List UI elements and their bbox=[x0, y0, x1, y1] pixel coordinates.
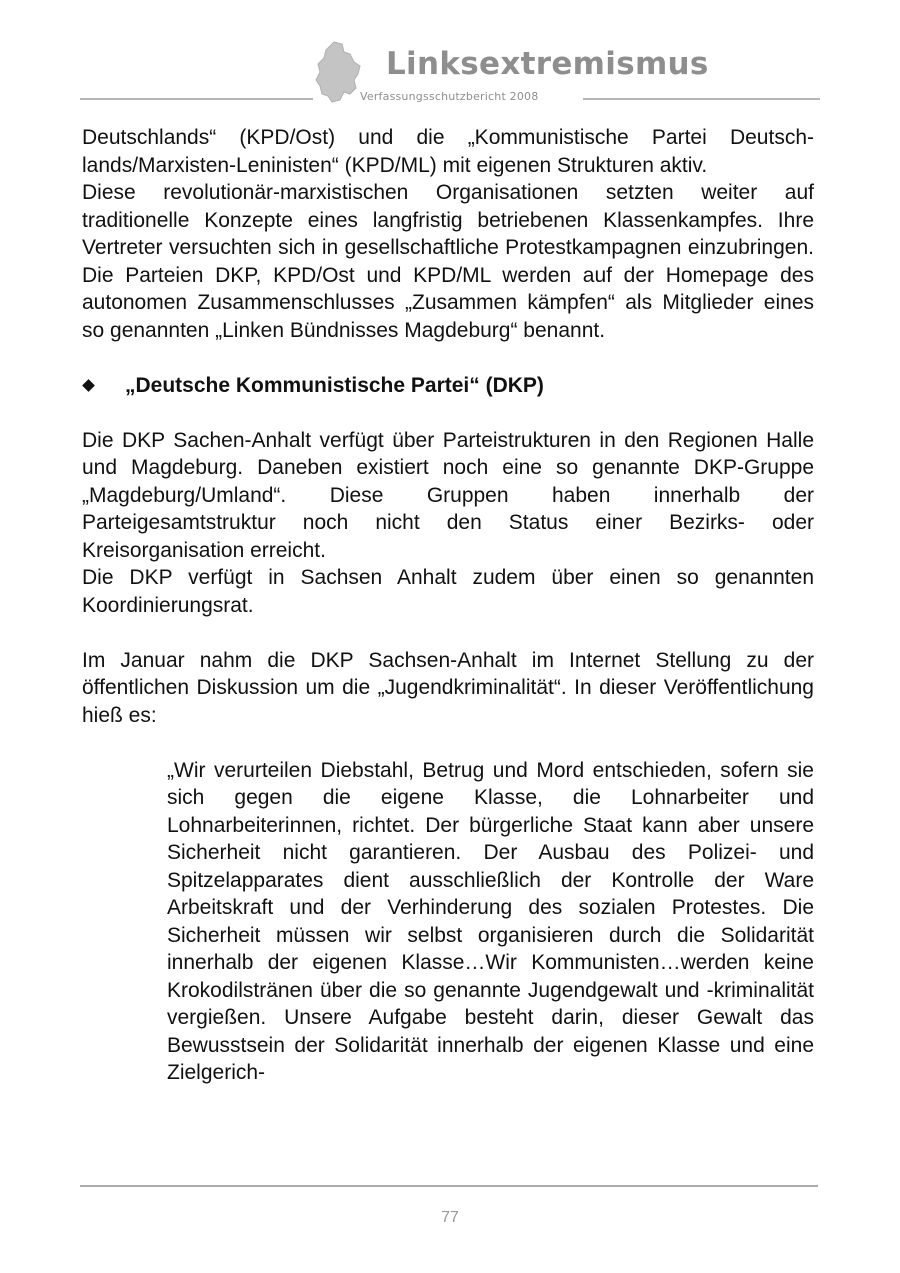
paragraph: Die DKP Sachen-Anhalt verfügt über Parteistrukturen in den Regionen Halle und Magdeburg. Daneben existiert noch eine so genannte DKP-Gruppe „Magdeburg/Umland“. Diese Gruppen haben innerhalb der Parteigesamtstruktur noch nicht den Status einer Bezirks- oder Kreisorganisation erreicht. bbox=[82, 428, 814, 562]
spacer bbox=[82, 619, 814, 647]
section-heading bbox=[82, 372, 814, 400]
spacer bbox=[82, 344, 814, 372]
header-title: Linksextremismus bbox=[386, 46, 709, 82]
spacer bbox=[82, 399, 814, 427]
paragraph: Im Januar nahm die DKP Sachsen-Anhalt im Internet Stellung zu der öffentlichen Diskussion um die „Jugendkriminalität“. In dieser Veröffentlichung hieß es: bbox=[82, 648, 814, 727]
sachsen-anhalt-map-icon bbox=[314, 40, 362, 104]
header-rule-right bbox=[583, 98, 820, 100]
header-subtitle: Verfassungsschutzbericht 2008 bbox=[360, 90, 539, 103]
block-quote: „Wir verurteilen Diebstahl, Betrug und Mord entschieden, sofern sie sich gegen die eigene Klasse, die Lohnarbeiter und Lohnarbeiterinnen, richtet. Der bürgerliche Staat kann aber unsere Sicherheit nicht garantieren. Der Ausbau des Polizei- und Spitzelapparates dient ausschließlich der Kontrolle der Ware Arbeitskraft und der Verhinderung des sozialen Protestes. Die Sicherheit müssen wir selbst organisieren durch die Solidarität innerhalb der eigenen Klasse…Wir Kommunisten…werden keine Krokodilstränen über die so genannte Jugendgewalt und -kriminalität vergießen. Unsere Aufgabe besteht darin, dieser Gewalt das Bewusstsein der Solidarität innerhalb der eigenen Klasse und eine Zielgerich- bbox=[167, 758, 814, 1084]
footer-rule bbox=[80, 1185, 818, 1187]
paragraph: Die DKP verfügt in Sachsen Anhalt zudem über einen so genannten Koordinierungsrat. bbox=[82, 566, 814, 617]
spacer bbox=[82, 729, 814, 757]
diamond-bullet-icon bbox=[82, 379, 95, 392]
header-rule-left bbox=[80, 98, 313, 100]
page-header bbox=[80, 30, 820, 110]
section-heading-text: „Deutsche Kommunistische Partei“ (DKP) bbox=[125, 373, 544, 397]
paragraph: Diese revolutionär-marxistischen Organisationen setzten weiter auf traditionelle Konzepte eines langfristig betriebenen Klassenkampfes. Ihre Vertreter versuchten sich in gesellschaftliche Protestkampagnen einzubringen. Die Parteien DKP, KPD/Ost und KPD/ML werden auf der Homepage des autonomen Zusammenschlusses „Zusammen kämpfen“ als Mitglieder eines so genannten „Linken Bündnisses Magdeburg“ benannt. bbox=[82, 181, 814, 342]
paragraph: Deutschlands“ (KPD/Ost) und die „Kommunistische Partei Deutschlands/Marxisten-Leninisten“ (KPD/ML) mit eigenen Strukturen aktiv. bbox=[82, 126, 814, 177]
page-number: 77 bbox=[441, 1209, 459, 1226]
document-body bbox=[82, 124, 814, 1087]
